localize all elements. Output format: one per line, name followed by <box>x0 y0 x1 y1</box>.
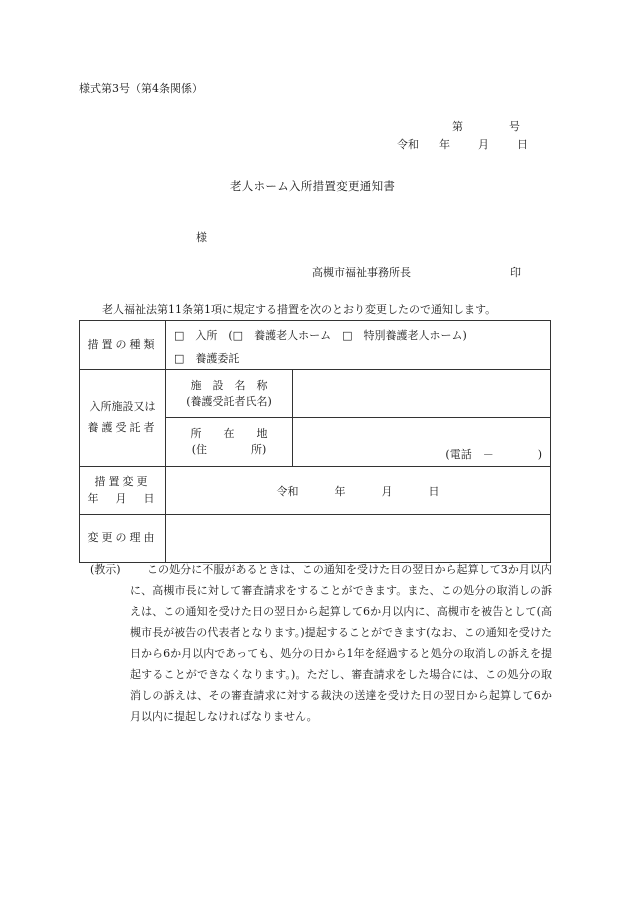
change-date-day: 日 <box>428 484 440 498</box>
measure-type-label: 措置の種類 <box>80 321 166 370</box>
facility-name-label-line-2: (養護受託者氏名) <box>186 394 272 408</box>
measure-type-option-foster[interactable]: □ 養護委託 <box>174 352 240 365</box>
change-reason-label: 変更の理由 <box>80 515 166 563</box>
change-date-field[interactable] <box>166 467 551 515</box>
issue-date-day: 日 <box>517 138 528 151</box>
seal-mark: 印 <box>510 266 521 279</box>
appeal-notice-body: この処分に不服があるときは、この通知を受けた日の翌日から起算して3か月以内に、高槻市長に対して審査請求をすることができます。また、この処分の取消しの訴えは、この通知を受けた日の翌日から起算して6か月以内に、高槻市を被告として(高槻市長が被告の代表者となります。)提起することができます(なお、この通知を受けた日から6か月以内であっても、処分の日から1年を経過すると処分の取消しの訴えを提起することができなくなります。)。ただし、審査請求をした場合には、この処分の取消しの訴えは、その審査請求に対する裁決の送達を受けた日の翌日から起算して6か月以内に提起しなければなりません。 <box>130 563 552 723</box>
facility-name-label <box>166 370 293 418</box>
facility-address-field[interactable] <box>293 418 551 467</box>
change-date-label-line-1: 措置変更 <box>94 475 151 488</box>
issuer-name: 高槻市福祉事務所長 <box>312 266 411 279</box>
issue-date-month: 月 <box>478 138 489 151</box>
measure-type-cell <box>166 321 551 370</box>
issue-date-era: 令和 <box>397 138 419 151</box>
issue-date-year: 年 <box>439 138 450 151</box>
facility-label-line-1: 入所施設又は <box>89 400 156 414</box>
addressee-suffix: 様 <box>196 231 207 244</box>
change-reason-field[interactable] <box>166 515 551 563</box>
phone-label: (電話 － ) <box>445 448 542 461</box>
row-measure-type <box>80 321 551 370</box>
facility-address-label-line-1: 所 在 地 <box>190 427 268 441</box>
form-number-label: 様式第3号（第4条関係） <box>79 82 203 95</box>
facility-name-field[interactable] <box>293 370 551 418</box>
change-date-era: 令和 <box>276 484 299 498</box>
number-suffix: 号 <box>509 120 520 133</box>
appeal-notice-head: (教示) <box>90 563 121 576</box>
notice-table <box>79 320 551 563</box>
appeal-notice <box>90 559 552 727</box>
number-prefix: 第 <box>452 120 463 133</box>
intro-text: 老人福祉法第11条第1項に規定する措置を次のとおり変更したので通知します。 <box>102 303 497 316</box>
facility-name-label-line-1: 施 設 名 称 <box>190 378 268 392</box>
change-date-label <box>80 467 166 515</box>
change-date-label-line-2: 年 月 日 <box>87 491 158 505</box>
row-facility-name <box>80 370 551 418</box>
facility-address-label-line-2: (住 所) <box>191 443 267 456</box>
facility-label-line-2: 養護受託者 <box>87 421 158 434</box>
document-number-line <box>452 121 520 132</box>
facility-address-label <box>166 418 293 467</box>
change-date-year: 年 <box>334 484 346 498</box>
change-date-month: 月 <box>381 484 393 498</box>
measure-type-option-admission[interactable]: □ 入所 (□ 養護老人ホーム □ 特別養護老人ホーム) <box>174 329 467 342</box>
row-change-date <box>80 467 551 515</box>
row-change-reason <box>80 515 551 563</box>
document-title: 老人ホーム入所措置変更通知書 <box>230 179 396 193</box>
issue-date-line <box>397 139 528 150</box>
facility-label <box>80 370 166 467</box>
